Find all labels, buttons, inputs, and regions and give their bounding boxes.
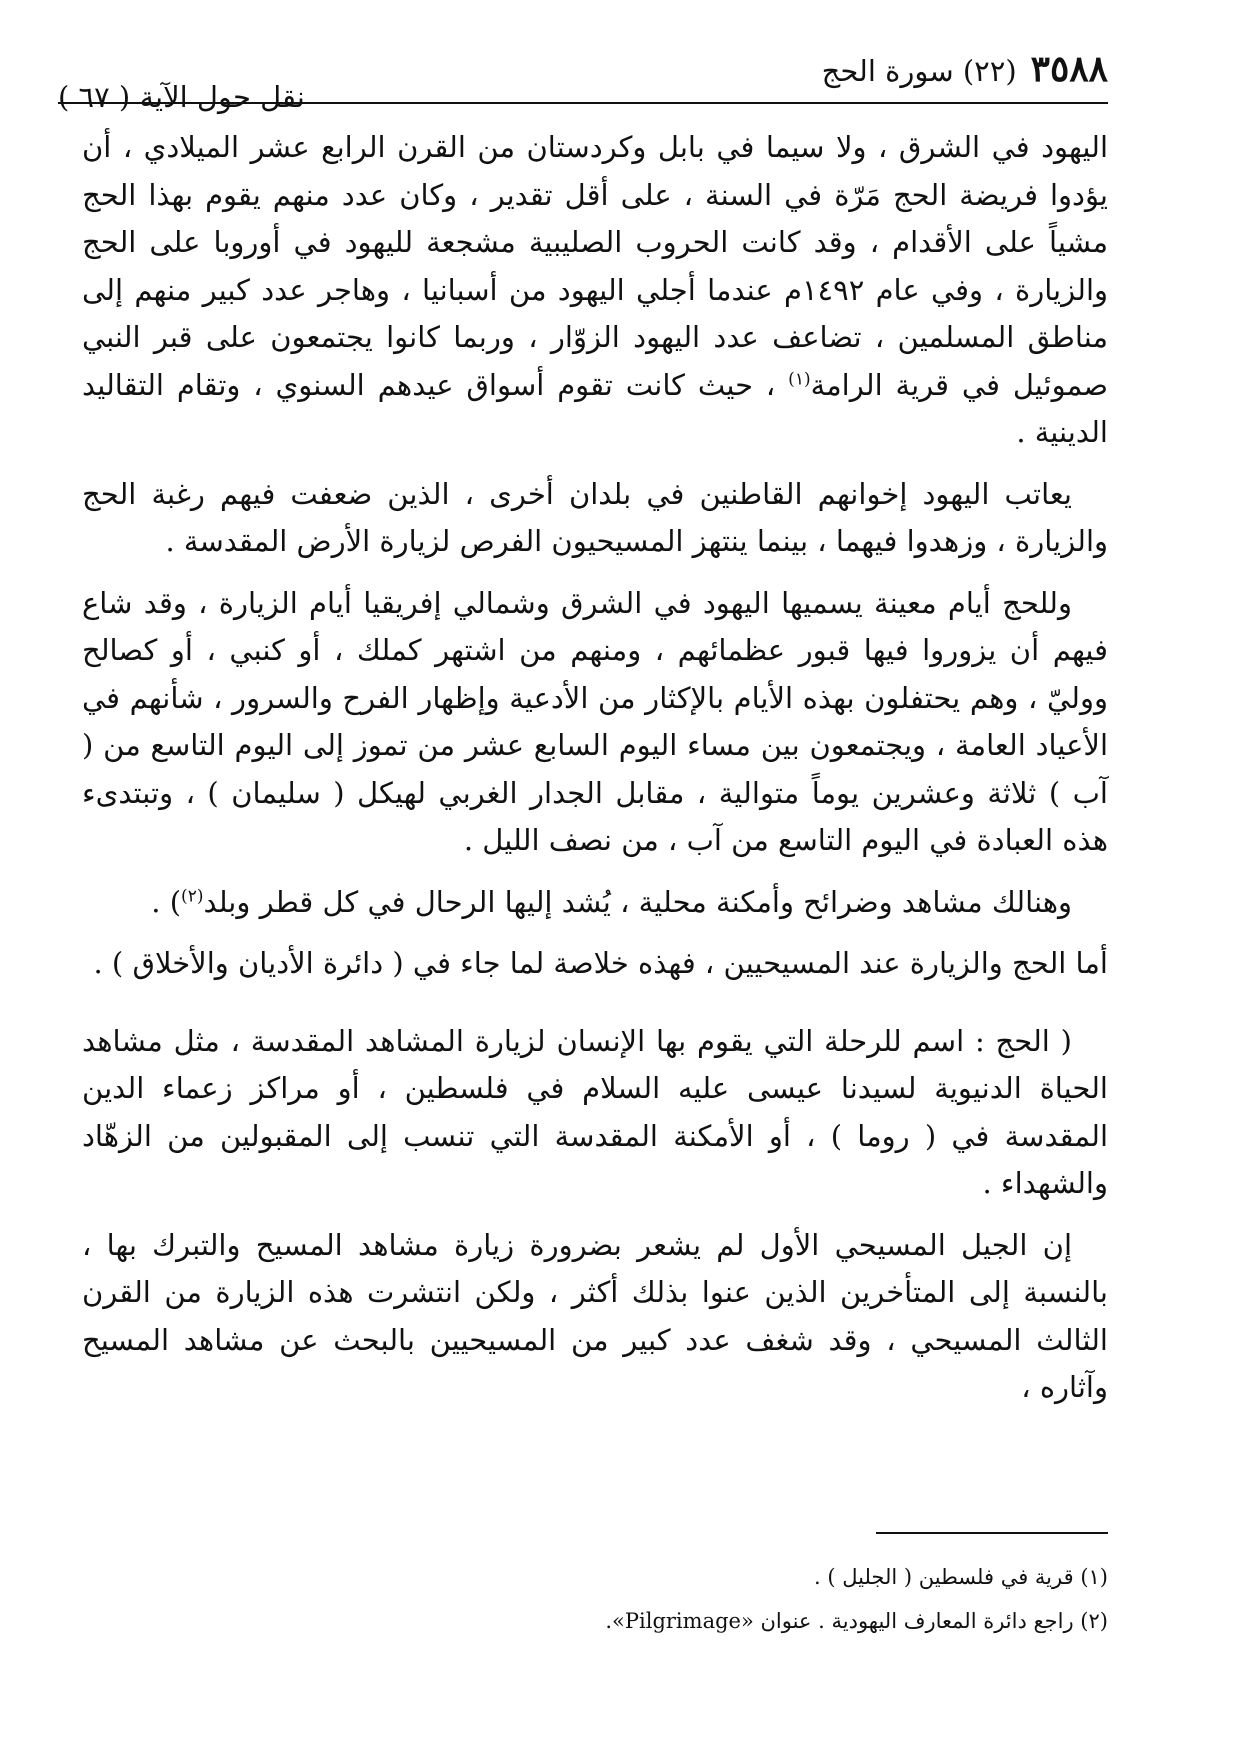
section-title: نقل حول الآية ( ٦٧ ) — [58, 80, 305, 114]
paragraph-text: اليهود في الشرق ، ولا سيما في بابل وكردستان من القرن الرابع عشر الميلادي ، أن يؤدوا فريضة الحج مَرّة في السنة ، على أقل تقدير ، وكان عدد منهم يقوم بهذا الحج مشياً على الأقدام ، وقد كانت الحروب الصليبية مشجعة لليهود في أوروبا على الحج والزيارة ، وفي عام ١٤٩٢م عندما أجلي اليهود من أسبانيا ، وهاجر عدد كبير منهم إلى مناطق المسلمين ، تضاعف عدد اليهود الزوّار ، وربما كانوا يجتمعون على قبر النبي صموئيل في قرية الرامة — [82, 130, 1109, 402]
paragraph-text: إن الجيل المسيحي الأول لم يشعر بضرورة زيارة مشاهد المسيح والتبرك بها ، بالنسبة إلى المتأخرين الذين عنوا بذلك أكثر ، ولكن انتشرت هذه الزيارة من القرن الثالث المسيحي ، وقد شغف عدد كبير من المسيحيين بالبحث عن مشاهد المسيح وآثاره ، — [82, 1227, 1108, 1404]
paragraph — [82, 471, 1108, 566]
paragraph — [82, 1222, 1108, 1412]
paragraph — [82, 1018, 1108, 1208]
paragraph — [82, 940, 1108, 988]
paragraph-text-continued: ، حيث كانت تقوم أسواق عيدهم السنوي ، وتقام التقاليد الدينية . — [82, 367, 1108, 449]
footnotes — [82, 1560, 1108, 1648]
header-page-info — [822, 48, 1108, 90]
header-divider — [58, 102, 1108, 104]
paragraph-text: وهنالك مشاهد وضرائح وأمكنة محلية ، يُشد إليها الرحال في كل قطر وبلد — [203, 884, 1072, 919]
footnote-ref: (١) — [788, 368, 811, 389]
running-header — [58, 44, 1108, 114]
paragraph — [82, 580, 1108, 865]
paragraph-text: وللحج أيام معينة يسميها اليهود في الشرق وشمالي إفريقيا أيام الزيارة ، وقد شاع فيهم أن يزوروا فيها قبور عظمائهم ، ومنهم من اشتهر كملك ، أو كنبي ، أو كصالح ووليّ ، وهم يحتفلون بهذه الأيام بالإكثار من الأدعية وإظهار الفرح والسرور ، شأنهم في الأعياد العامة ، ويجتمعون بين مساء اليوم السابع عشر من تموز إلى اليوم التاسع من ( آب ) ثلاثة وعشرين يوماً متوالية ، مقابل الجدار الغربي لهيكل ( سليمان ) ، وتبتدىء هذه العبادة في اليوم التاسع من آب ، من نصف الليل . — [82, 585, 1108, 857]
paragraph-text: أما الحج والزيارة عند المسيحيين ، فهذه خلاصة لما جاء في ( دائرة الأديان والأخلاق ) . — [93, 946, 1108, 980]
paragraph — [82, 124, 1108, 457]
paragraph-text: ( الحج : اسم للرحلة التي يقوم بها الإنسان لزيارة المشاهد المقدسة ، مثل مشاهد الحياة الدنيوية لسيدنا عيسى عليه السلام في فلسطين ، أو مراكز زعماء الدين المقدسة في ( روما ) ، أو الأمكنة المقدسة التي تنسب إلى المقبولين من الزهّاد والشهداء . — [82, 1023, 1108, 1200]
footnote-ref: (٢) — [181, 885, 204, 906]
footnote-divider — [876, 1532, 1108, 1534]
surah-title: (٢٢) سورة الحج — [821, 54, 1017, 88]
footnote: (١) قرية في فلسطين ( الجليل ) . — [814, 1565, 1108, 1589]
paragraph — [82, 879, 1108, 927]
paragraph-text: يعاتب اليهود إخوانهم القاطنين في بلدان أخرى ، الذين ضعفت فيهم رغبة الحج والزيارة ، وزهدوا فيهما ، بينما ينتهز المسيحيون الفرص لزيارة الأرض المقدسة . — [82, 476, 1108, 558]
footnote: (٢) راجع دائرة المعارف اليهودية . عنوان «Pilgrimage». — [605, 1609, 1108, 1633]
paragraph-text-continued: ) . — [151, 884, 182, 919]
main-text — [82, 124, 1108, 1426]
page-number: ٣٥٨٨ — [1030, 48, 1108, 90]
